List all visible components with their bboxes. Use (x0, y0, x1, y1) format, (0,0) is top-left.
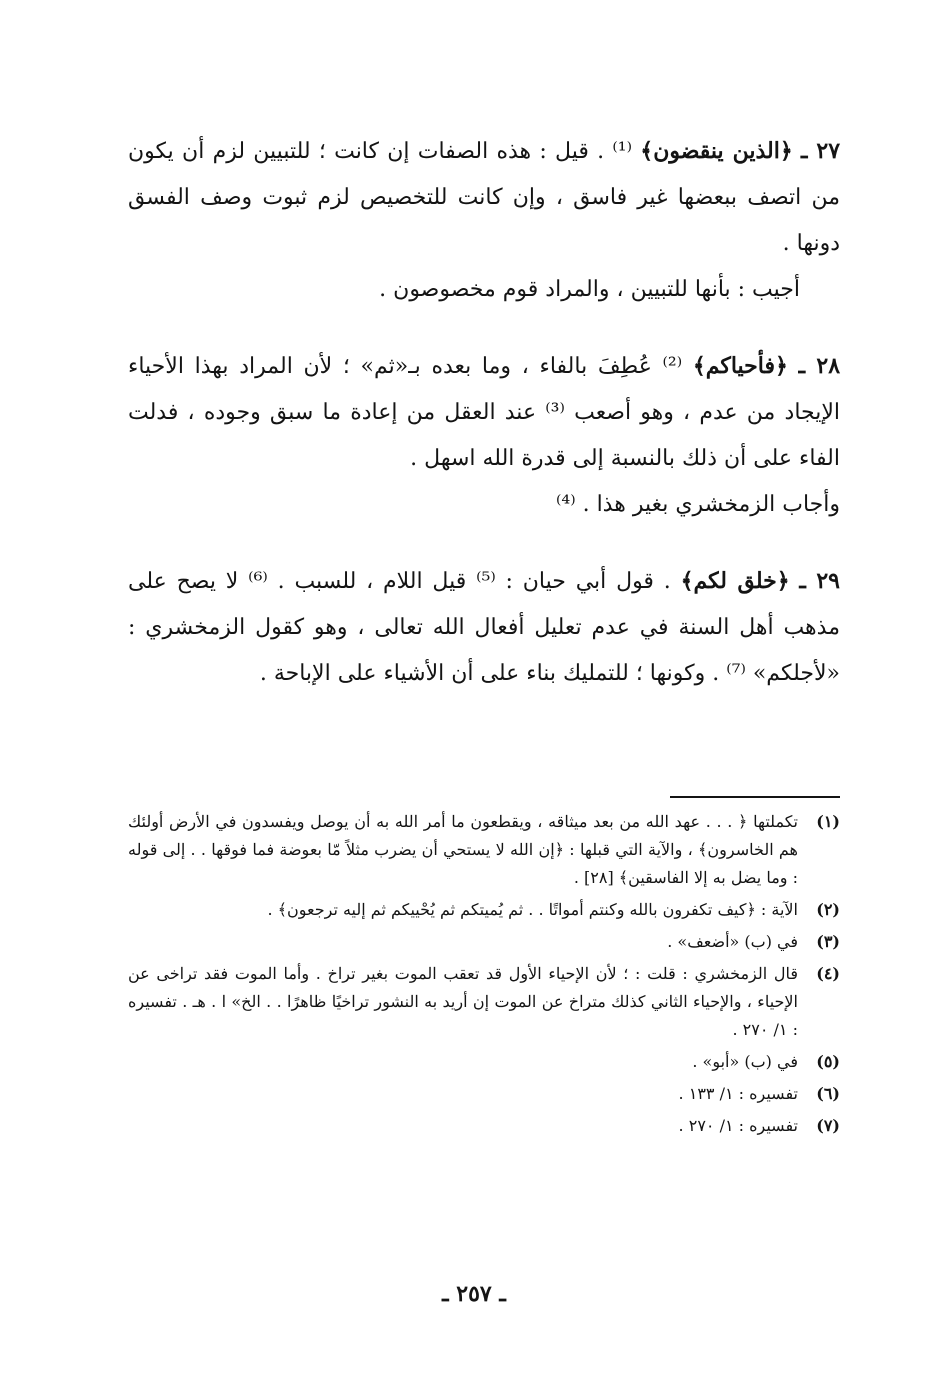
footnote-text: تكملتها ﴿ . . . عهد الله من بعد ميثاقه ، ويقطعون ما أمر الله به أن يوصل ويفسدون في الأرض أولئك هم الخاسرون﴾ ، والآية التي قبلها : ﴿إن الله لا يستحي أن يضرب مثلاً مّا بعوضة فما فوقها . . إلى قوله : وما يضل به إلا الفاسقين﴾ [٢٨] . (128, 812, 798, 887)
footnote-text: تفسيره : ١/ ١٣٣ . (678, 1084, 798, 1103)
page-number: ـ ٢٥٧ ـ (442, 1281, 506, 1307)
footnote-text: قال الزمخشري : قلت : ؛ لأن الإحياء الأول قد تعقب الموت بغير تراخ . وأما الموت فقد تراخى عن الإحياء ، والإحياء الثاني كذلك متراخ عن الموت إن أريد به النشور تراخيًا ظاهرًا . . الخ» ا . هـ . تفسيره : ١/ ٢٧٠ . (128, 964, 799, 1039)
footnote-number: (٥) (816, 1052, 840, 1071)
section-27 (128, 128, 840, 313)
footnote-text: تفسيره : ١/ ٢٧٠ . (678, 1116, 798, 1135)
paragraph-text: ⁽²⁾ عُطِفَ بالفاء ، وما بعده بـ«ثم» ؛ لأن المراد بهذا الأحياء الإيجاد من عدم ، وهو أصعب ⁽³⁾ عند العقل من إعادة ما سبق وجوده ، فدلت الفاء على أن ذلك بالنسبة إلى قدرة الله اسهل . (128, 354, 841, 471)
footnote-text: الآية : ﴿كيف تكفرون بالله وكنتم أمواتًا . . ثم يُميتكم ثم يُحْييكم ثم إليه ترجعون﴾ . (267, 900, 798, 919)
footnote (128, 1080, 840, 1108)
quran-quote: ﴿الذين ينقضون﴾ (640, 138, 793, 164)
footnote-number: (٤) (816, 964, 840, 983)
footnote (128, 896, 840, 924)
footnote (128, 960, 840, 1044)
answer-line: وأجاب الزمخشري بغير هذا . ⁽⁴⁾ (555, 492, 840, 517)
footnote (128, 1112, 840, 1140)
footnotes (128, 796, 840, 1144)
footnote-number: (٧) (816, 1116, 840, 1135)
quran-quote: ﴿خلق لكم﴾ (680, 568, 790, 594)
footnote-number: (٦) (816, 1084, 840, 1103)
footnote-text: في (ب) «أبو» . (692, 1052, 798, 1071)
main-text (128, 128, 840, 727)
footnote (128, 1048, 840, 1076)
footnote (128, 808, 840, 892)
paragraph (128, 343, 840, 482)
footnote-text: في (ب) «أضعف» . (667, 932, 798, 951)
paragraph-text: ⁽¹⁾ . قيل : هذه الصفات إن كانت ؛ للتبيين لزم أن يكون من اتصف ببعضها غير فاسق ، وإن كانت للتخصيص لزم ثبوت وصف الفسق دونها . (128, 139, 840, 256)
section-number: ٢٨ ـ (798, 353, 841, 379)
paragraph-text: . قول أبي حيان : ⁽⁵⁾ قيل اللام ، للسبب . ⁽⁶⁾ لا يصح على مذهب أهل السنة في عدم تعليل أفعال الله تعالى ، وهو كقول الزمخشري : «لأجلكم» ⁽⁷⁾ . وكونها ؛ للتمليك بناء على أن الأشياء على الإباحة . (128, 569, 840, 686)
paragraph (128, 558, 840, 697)
section-28 (128, 343, 840, 528)
quran-quote: ﴿فأحياكم﴾ (692, 353, 788, 379)
footnote-number: (٢) (816, 900, 840, 919)
paragraph (128, 128, 840, 267)
footnote-number: (١) (816, 812, 840, 831)
footnote-divider (670, 796, 840, 798)
section-29 (128, 558, 840, 697)
section-number: ٢٧ ـ (801, 138, 841, 164)
answer-line: أجيب : بأنها للتبيين ، والمراد قوم مخصوصون . (379, 277, 800, 302)
footnote-number: (٣) (816, 932, 840, 951)
section-number: ٢٩ ـ (799, 568, 840, 594)
footnote (128, 928, 840, 956)
